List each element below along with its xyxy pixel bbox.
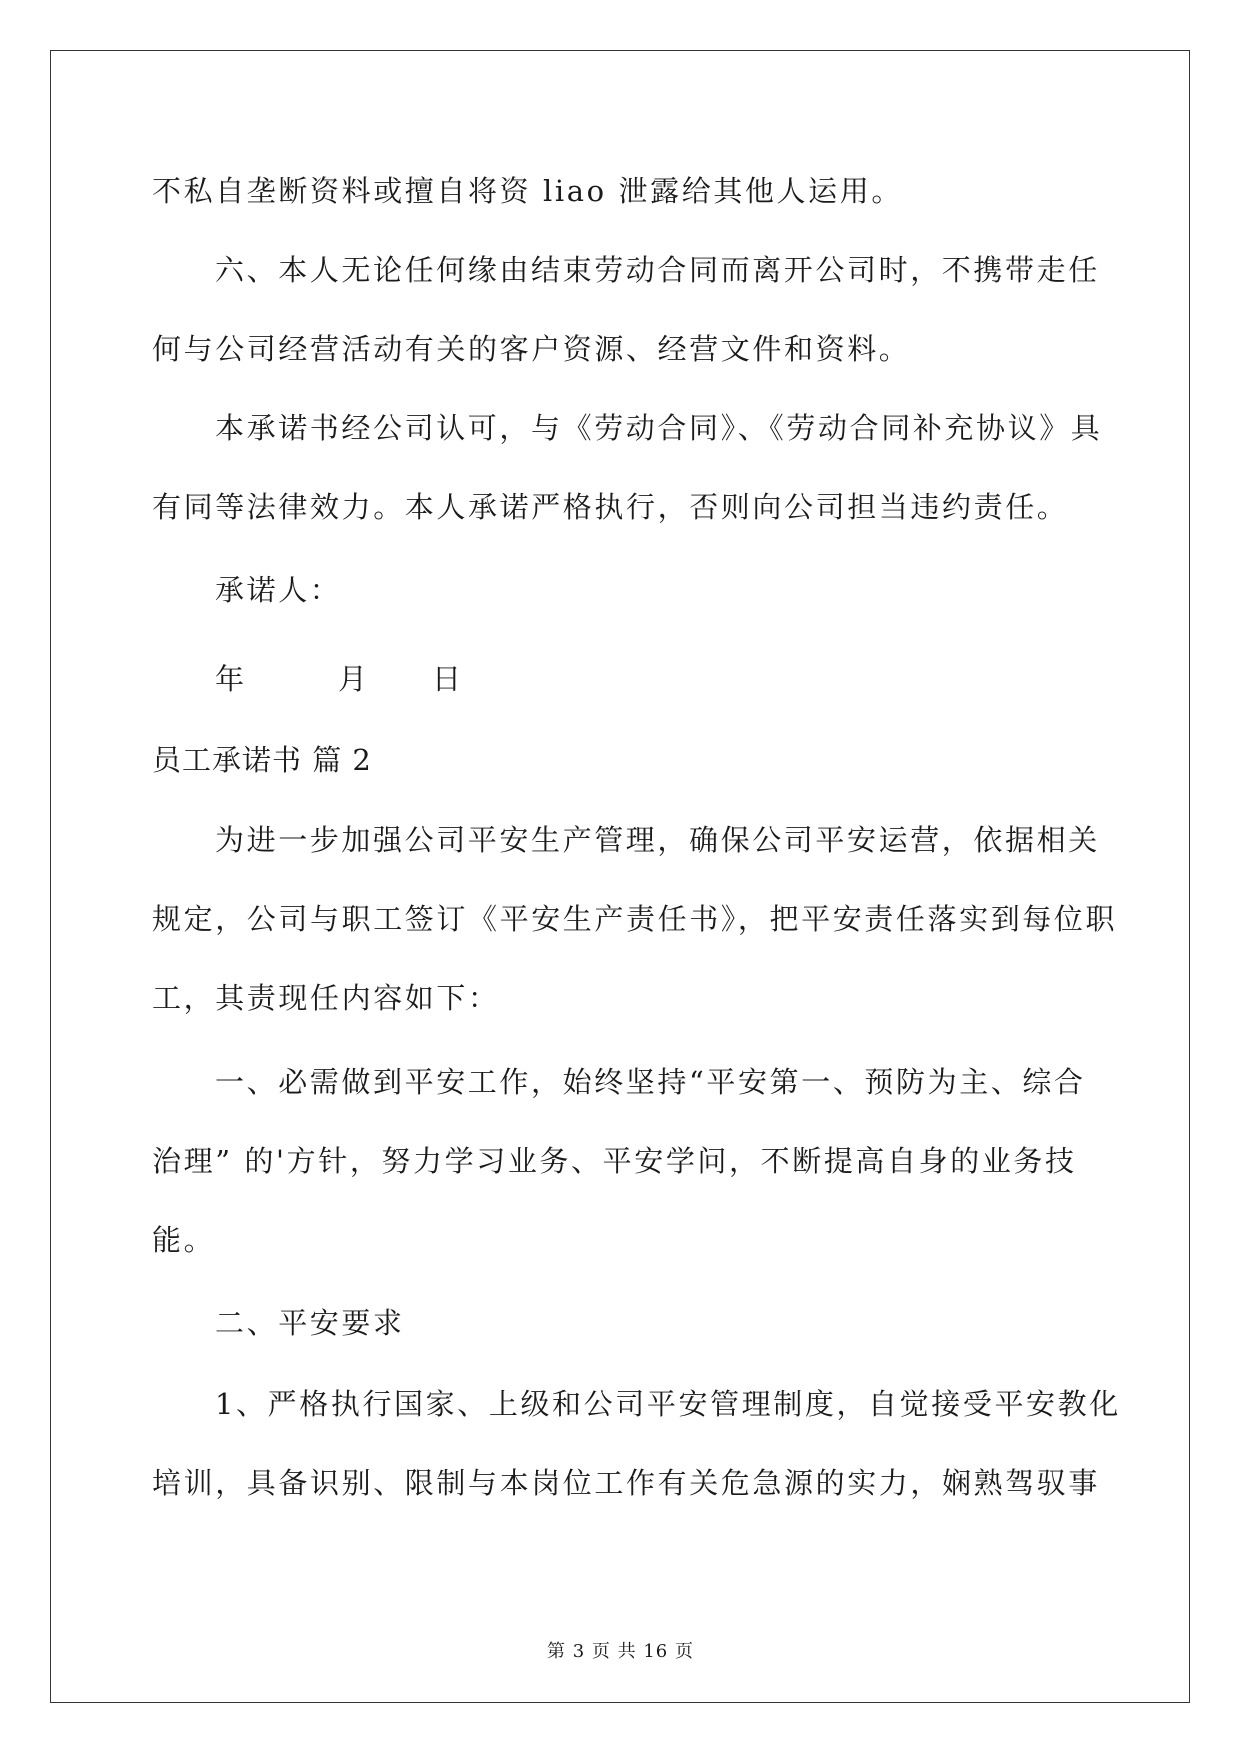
body-line-12: 1、严格执行国家、上级和公司平安管理制度，自觉接受平安教化: [215, 1387, 1121, 1421]
body-line-8: 工，其责现任内容如下：: [152, 981, 500, 1015]
body-line-11: 能。: [152, 1223, 216, 1257]
page-frame: [50, 50, 1190, 1703]
body-line-2: 六、本人无论任何缘由结束劳动合同而离开公司时，不携带走任: [215, 253, 1100, 287]
body-line-5: 有同等法律效力。本人承诺严格执行，否则向公司担当违约责任。: [152, 490, 1069, 524]
date-month: 月: [338, 662, 368, 696]
date-year: 年: [215, 662, 245, 696]
body-line-7: 规定，公司与职工签订《平安生产责任书》，把平安责任落实到每位职: [152, 902, 1118, 936]
page-number: 第 3 页 共 16 页: [547, 1641, 694, 1662]
date-day: 日: [432, 662, 462, 696]
body-line-4: 本承诺书经公司认可，与《劳动合同》、《劳动合同补充协议》具: [215, 411, 1103, 445]
signer-label: 承诺人：: [215, 573, 342, 607]
body-line-6: 为进一步加强公司平安生产管理，确保公司平安运营，依据相关: [215, 823, 1100, 857]
body-line-9: 一、必需做到平安工作，始终坚持“平安第一、预防为主、综合: [215, 1065, 1086, 1099]
body-line-1: 不私自垄断资料或擅自将资 liao 泄露给其他人运用。: [152, 174, 903, 208]
body-line-13: 培训，具备识别、限制与本岗位工作有关危急源的实力，娴熟驾驭事: [152, 1466, 1101, 1500]
section-heading: 员工承诺书 篇 2: [152, 743, 372, 777]
page-footer: [0, 1640, 1241, 1664]
body-line-3: 何与公司经营活动有关的客户资源、经营文件和资料。: [152, 332, 911, 366]
body-line-10: 治理” 的'方针，努力学习业务、平安学问，不断提高自身的业务技: [152, 1144, 1077, 1178]
subheading: 二、平安要求: [215, 1306, 405, 1340]
